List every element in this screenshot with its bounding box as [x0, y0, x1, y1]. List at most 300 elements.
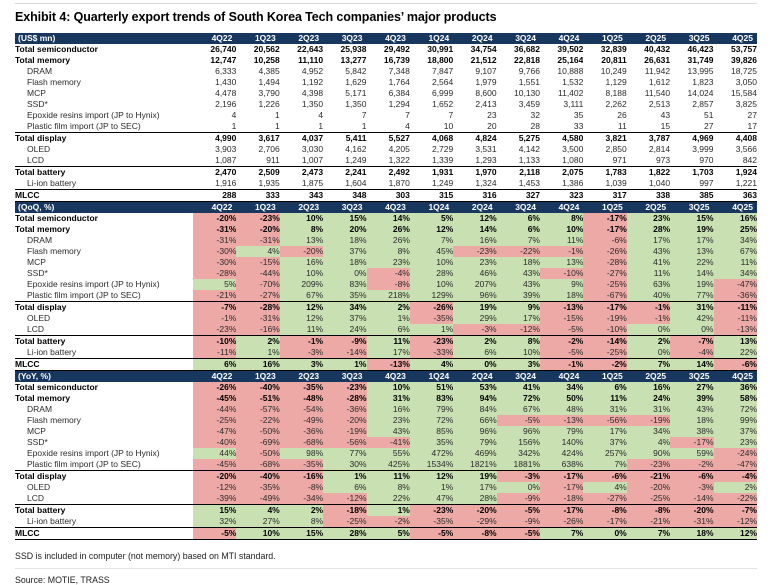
- cell-value: 11%: [627, 268, 670, 279]
- cell-value: -23%: [193, 324, 236, 336]
- cell-value: 1,324: [475, 178, 497, 188]
- cell-value: 4,398: [301, 88, 324, 98]
- cell-value: -20%: [323, 415, 366, 426]
- cell-value: 3%: [497, 359, 540, 371]
- cell-value: 1,192: [301, 77, 324, 87]
- table-row: [15, 246, 757, 257]
- cell-value: 14%: [670, 268, 713, 279]
- cell-value: 4,952: [301, 66, 324, 76]
- cell-value: 1,294: [388, 99, 410, 109]
- section-header-label: (QoQ, %): [15, 202, 193, 214]
- cell-value: 1,453: [518, 178, 540, 188]
- cell-value: -30%: [193, 246, 236, 257]
- cell-value: -19%: [583, 313, 626, 324]
- cell-value: 34%: [627, 426, 670, 437]
- cell-value: -8%: [367, 279, 410, 290]
- row-label: Epoxide resins import (JP to Hynix): [27, 448, 160, 458]
- cell-value: 1,924: [714, 167, 758, 179]
- cell-value: -57%: [236, 404, 279, 415]
- cell-value: 1%: [323, 359, 366, 371]
- cell-value: 5,842: [345, 66, 367, 76]
- cell-value: 4,205: [388, 144, 410, 154]
- cell-value: 3,821: [583, 133, 626, 145]
- cell-value: 16%: [236, 359, 279, 371]
- cell-value: 333: [236, 190, 279, 202]
- cell-value: 17%: [670, 235, 713, 246]
- cell-value: -31%: [193, 235, 236, 246]
- cell-value: -19%: [627, 415, 670, 426]
- cell-value: 4%: [627, 437, 670, 448]
- cell-value: 1%: [236, 347, 279, 359]
- cell-value: 34,754: [470, 44, 497, 54]
- cell-value: 1: [361, 121, 367, 131]
- table-row: [15, 121, 757, 133]
- cell-value: 34%: [714, 235, 758, 246]
- cell-value: 22,643: [297, 44, 324, 54]
- cell-value: 12%: [410, 224, 453, 235]
- cell-value: -23%: [627, 459, 670, 471]
- row-label: MCP: [27, 88, 46, 98]
- cell-value: -17%: [583, 224, 626, 235]
- cell-value: 35: [573, 110, 584, 120]
- cell-value: 25%: [714, 224, 758, 235]
- cell-value: 3,903: [215, 144, 237, 154]
- cell-value: 4,162: [345, 144, 367, 154]
- row-label: Total display: [15, 133, 193, 145]
- cell-value: 1,931: [410, 167, 453, 179]
- cell-value: 31%: [583, 404, 626, 415]
- cell-value: -6%: [670, 471, 713, 483]
- cell-value: 9,107: [475, 66, 497, 76]
- cell-value: 5%: [193, 279, 236, 290]
- table-row: [15, 528, 757, 540]
- cell-value: 35%: [323, 290, 366, 302]
- cell-value: -3%: [497, 471, 540, 483]
- cell-value: 11%: [583, 393, 626, 404]
- section-header-row: [15, 202, 757, 214]
- row-label: MCP: [27, 426, 46, 436]
- cell-value: 8,188: [605, 88, 627, 98]
- cell-value: 1,007: [301, 155, 324, 165]
- cell-value: -48%: [280, 393, 323, 404]
- cell-value: 1,386: [562, 178, 584, 188]
- cell-value: -17%: [583, 213, 626, 224]
- row-label: Total battery: [15, 167, 193, 179]
- cell-value: 11,402: [558, 88, 584, 98]
- cell-value: 1,764: [388, 77, 410, 87]
- cell-value: 997: [699, 178, 714, 188]
- cell-value: 90%: [627, 448, 670, 459]
- cell-value: 1,293: [475, 155, 497, 165]
- cell-value: 6%: [193, 359, 236, 371]
- cell-value: 37%: [714, 426, 758, 437]
- cell-value: -47%: [714, 279, 758, 290]
- table-row: [15, 448, 757, 459]
- cell-value: -5%: [193, 528, 236, 540]
- cell-value: 47%: [410, 493, 453, 505]
- cell-value: 30,991: [427, 44, 454, 54]
- cell-value: 22%: [670, 257, 713, 268]
- quarter-column-header: 3Q24: [497, 33, 540, 44]
- cell-value: 14%: [453, 224, 496, 235]
- table-row: [15, 279, 757, 290]
- cell-value: 343: [280, 190, 323, 202]
- row-label: LCD: [27, 324, 45, 334]
- cell-value: 1,080: [562, 155, 584, 165]
- cell-value: -36%: [714, 290, 758, 302]
- cell-value: 15%: [280, 528, 323, 540]
- cell-value: 15,584: [731, 88, 757, 98]
- cell-value: -28%: [583, 257, 626, 268]
- row-label: OLED: [27, 482, 51, 492]
- cell-value: -20%: [193, 213, 236, 224]
- cell-value: 3%: [280, 359, 323, 371]
- cell-value: 27%: [670, 382, 713, 393]
- quarter-column-header: 4Q25: [714, 371, 758, 383]
- cell-value: 12%: [280, 313, 323, 324]
- cell-value: 7%: [497, 235, 540, 246]
- cell-value: 8%: [280, 224, 323, 235]
- cell-value: -23%: [410, 505, 453, 517]
- cell-value: 43%: [497, 279, 540, 290]
- quarter-column-header: 3Q23: [323, 371, 366, 383]
- cell-value: 1,970: [453, 167, 496, 179]
- cell-value: 67%: [497, 404, 540, 415]
- cell-value: 10%: [497, 347, 540, 359]
- cell-value: -17%: [670, 437, 713, 448]
- table-row: [15, 516, 757, 528]
- cell-value: -18%: [323, 505, 366, 517]
- cell-value: -5%: [497, 415, 540, 426]
- cell-value: -14%: [583, 336, 626, 348]
- cell-value: 4,385: [258, 66, 280, 76]
- cell-value: 3,030: [301, 144, 324, 154]
- row-label: LCD: [27, 493, 45, 503]
- cell-value: 156%: [497, 437, 540, 448]
- cell-value: 13,995: [687, 66, 714, 76]
- cell-value: 288: [193, 190, 236, 202]
- row-label: MLCC: [15, 528, 193, 540]
- cell-value: -36%: [280, 426, 323, 437]
- cell-value: 6,333: [215, 66, 237, 76]
- cell-value: 3,566: [735, 144, 757, 154]
- table-row: [15, 155, 757, 167]
- cell-value: -7%: [193, 302, 236, 314]
- cell-value: 4,037: [280, 133, 323, 145]
- cell-value: 40,432: [644, 44, 671, 54]
- cell-value: 1%: [367, 313, 410, 324]
- cell-value: -35%: [280, 459, 323, 471]
- cell-value: -2%: [670, 459, 713, 471]
- cell-value: -31%: [193, 224, 236, 235]
- cell-value: 3,050: [735, 77, 757, 87]
- cell-value: 1: [231, 121, 237, 131]
- cell-value: 2,241: [323, 167, 366, 179]
- cell-value: 2,118: [497, 167, 540, 179]
- cell-value: 98%: [280, 448, 323, 459]
- cell-value: 257%: [583, 448, 626, 459]
- cell-value: 50%: [540, 393, 583, 404]
- cell-value: 28: [530, 121, 540, 131]
- cell-value: 6%: [367, 324, 410, 336]
- cell-value: 17%: [453, 482, 496, 493]
- ssd-footnote: SSD is included in computer (not memory) based on MTI standard.: [15, 551, 276, 561]
- row-label: Flash memory: [27, 246, 81, 256]
- cell-value: 1,226: [258, 99, 280, 109]
- cell-value: 3,617: [236, 133, 279, 145]
- cell-value: 11%: [280, 324, 323, 336]
- cell-value: -8%: [280, 482, 323, 493]
- cell-value: 67%: [280, 290, 323, 302]
- table-row: [15, 99, 757, 110]
- cell-value: 16%: [714, 213, 758, 224]
- cell-value: 18%: [540, 290, 583, 302]
- cell-value: -17%: [540, 471, 583, 483]
- cell-value: 973: [655, 155, 671, 165]
- cell-value: 2,470: [193, 167, 236, 179]
- cell-value: 11,540: [644, 88, 671, 98]
- cell-value: 2,513: [648, 99, 671, 109]
- cell-value: 1881%: [497, 459, 540, 471]
- cell-value: 31%: [627, 404, 670, 415]
- quarter-column-header: 4Q22: [193, 371, 236, 383]
- cell-value: 44%: [193, 448, 236, 459]
- cell-value: 3,500: [562, 144, 584, 154]
- row-label: DRAM: [27, 404, 53, 414]
- cell-value: 11: [617, 121, 627, 131]
- cell-value: -13%: [540, 415, 583, 426]
- cell-value: 34%: [323, 302, 366, 314]
- cell-value: 8%: [367, 482, 410, 493]
- cell-value: 7: [405, 110, 410, 120]
- cell-value: -22%: [497, 246, 540, 257]
- cell-value: 10: [443, 121, 454, 131]
- cell-value: -49%: [280, 415, 323, 426]
- quarter-column-header: 4Q24: [540, 371, 583, 383]
- cell-value: 27%: [236, 516, 279, 528]
- cell-value: 6,384: [388, 88, 410, 98]
- cell-value: 1,783: [583, 167, 626, 179]
- cell-value: 26%: [367, 224, 410, 235]
- cell-value: 31,749: [687, 55, 714, 65]
- quarter-column-header: 3Q24: [497, 371, 540, 383]
- cell-value: -9%: [323, 336, 366, 348]
- table-row: [15, 290, 757, 302]
- section-header-row: [15, 33, 757, 44]
- cell-value: 1: [275, 110, 280, 120]
- cell-value: 3,787: [627, 133, 670, 145]
- cell-value: 7,847: [431, 66, 454, 76]
- cell-value: 303: [367, 190, 410, 202]
- table-row: [15, 178, 757, 190]
- cell-value: 16%: [280, 257, 323, 268]
- cell-value: 10,249: [600, 66, 627, 76]
- cell-value: 3,825: [735, 99, 757, 109]
- cell-value: 28%: [410, 268, 453, 279]
- cell-value: 15: [660, 121, 671, 131]
- cell-value: -8%: [627, 505, 670, 517]
- cell-value: -45%: [193, 393, 236, 404]
- cell-value: 22,818: [514, 55, 540, 65]
- cell-value: -41%: [367, 437, 410, 448]
- cell-value: 129%: [410, 290, 453, 302]
- quarter-column-header: 4Q24: [540, 33, 583, 44]
- cell-value: 0%: [627, 324, 670, 336]
- cell-value: 23: [487, 110, 497, 120]
- cell-value: 5,527: [367, 133, 410, 145]
- cell-value: 7: [448, 110, 454, 120]
- cell-value: 1,039: [605, 178, 627, 188]
- cell-value: -20%: [193, 471, 236, 483]
- row-label: DRAM: [27, 66, 53, 76]
- cell-value: 77%: [670, 290, 713, 302]
- cell-value: 23%: [627, 213, 670, 224]
- cell-value: 8%: [540, 213, 583, 224]
- cell-value: 35%: [410, 437, 453, 448]
- cell-value: 30%: [323, 459, 366, 471]
- row-label: Total battery: [15, 336, 193, 348]
- cell-value: 0%: [453, 359, 496, 371]
- cell-value: 15%: [670, 213, 713, 224]
- cell-value: 10%: [280, 268, 323, 279]
- exhibit-table: [15, 33, 757, 540]
- cell-value: -22%: [714, 493, 758, 505]
- cell-value: -45%: [193, 459, 236, 471]
- cell-value: 6%: [583, 382, 626, 393]
- cell-value: -28%: [323, 393, 366, 404]
- table-row: [15, 77, 757, 88]
- quarter-column-header: 3Q25: [670, 33, 713, 44]
- quarter-column-header: 3Q23: [323, 33, 366, 44]
- cell-value: -27%: [236, 290, 279, 302]
- cell-value: 1,916: [215, 178, 237, 188]
- cell-value: 18%: [497, 257, 540, 268]
- cell-value: 15%: [193, 505, 236, 517]
- cell-value: -5%: [540, 324, 583, 336]
- row-label: Plastic film import (JP to SEC): [27, 290, 141, 300]
- cell-value: 20,811: [601, 55, 627, 65]
- cell-value: 6%: [497, 224, 540, 235]
- cell-value: 18%: [323, 235, 366, 246]
- cell-value: 36,682: [514, 44, 540, 54]
- cell-value: 2,850: [605, 144, 627, 154]
- cell-value: 4,824: [453, 133, 496, 145]
- cell-value: 4,478: [215, 88, 237, 98]
- cell-value: -21%: [627, 516, 670, 528]
- row-label: SSD*: [27, 268, 48, 278]
- quarter-column-header: 4Q22: [193, 202, 236, 214]
- cell-value: 2,564: [431, 77, 454, 87]
- cell-value: 53,757: [731, 44, 757, 54]
- cell-value: -21%: [193, 290, 236, 302]
- row-label: Li-ion battery: [27, 178, 77, 188]
- cell-value: -11%: [193, 347, 236, 359]
- cell-value: 22%: [714, 347, 758, 359]
- cell-value: 34%: [540, 382, 583, 393]
- cell-value: 42%: [670, 313, 713, 324]
- cell-value: -5%: [410, 528, 453, 540]
- cell-value: -1%: [280, 336, 323, 348]
- cell-value: 59%: [670, 448, 713, 459]
- cell-value: 472%: [410, 448, 453, 459]
- cell-value: 26,631: [644, 55, 671, 65]
- cell-value: 96%: [497, 426, 540, 437]
- cell-value: -10%: [193, 336, 236, 348]
- cell-value: -69%: [236, 437, 279, 448]
- cell-value: -67%: [583, 290, 626, 302]
- cell-value: 11%: [540, 235, 583, 246]
- cell-value: -15%: [236, 257, 279, 268]
- cell-value: 1,350: [345, 99, 367, 109]
- table-row: [15, 213, 757, 224]
- cell-value: -26%: [540, 516, 583, 528]
- table-row: [15, 426, 757, 437]
- section-header-label: (YoY, %): [15, 371, 193, 383]
- cell-value: -36%: [323, 404, 366, 415]
- cell-value: 338: [627, 190, 670, 202]
- cell-value: -1%: [540, 246, 583, 257]
- quarter-column-header: 1Q25: [583, 33, 626, 44]
- row-label: Flash memory: [27, 77, 81, 87]
- cell-value: -40%: [236, 471, 279, 483]
- quarter-column-header: 2Q23: [280, 371, 323, 383]
- cell-value: 1%: [367, 505, 410, 517]
- cell-value: 16%: [367, 404, 410, 415]
- cell-value: 41%: [627, 257, 670, 268]
- quarter-column-header: 2Q24: [453, 371, 496, 383]
- quarter-column-header: 2Q24: [453, 202, 496, 214]
- cell-value: 12%: [410, 471, 453, 483]
- top-divider: [15, 3, 757, 4]
- cell-value: 1,249: [431, 178, 454, 188]
- table-row: [15, 359, 757, 371]
- cell-value: 48%: [540, 404, 583, 415]
- quarter-column-header: 4Q23: [367, 202, 410, 214]
- cell-value: 2,473: [280, 167, 323, 179]
- cell-value: -12%: [193, 482, 236, 493]
- cell-value: 323: [540, 190, 583, 202]
- cell-value: 1534%: [410, 459, 453, 471]
- cell-value: 17%: [497, 313, 540, 324]
- cell-value: 1,612: [648, 77, 671, 87]
- source-line: Source: MOTIE, TRASS: [15, 575, 110, 585]
- cell-value: -1%: [627, 313, 670, 324]
- cell-value: 39%: [497, 290, 540, 302]
- cell-value: 17%: [367, 347, 410, 359]
- cell-value: 4,068: [410, 133, 453, 145]
- cell-value: 12%: [714, 528, 758, 540]
- cell-value: 1: [318, 121, 324, 131]
- row-label: OLED: [27, 313, 51, 323]
- cell-value: 29%: [453, 313, 496, 324]
- cell-value: 77%: [323, 448, 366, 459]
- row-label: Epoxide resins import (JP to Hynix): [27, 279, 160, 289]
- cell-value: -7%: [670, 336, 713, 348]
- cell-value: 4: [318, 110, 324, 120]
- cell-value: 26,740: [210, 44, 237, 54]
- cell-value: 315: [410, 190, 453, 202]
- row-label: Plastic film import (JP to SEC): [27, 121, 141, 131]
- cell-value: -3%: [453, 324, 496, 336]
- cell-value: 2,706: [258, 144, 280, 154]
- cell-value: 11%: [714, 257, 758, 268]
- cell-value: 4%: [236, 246, 279, 257]
- cell-value: 26%: [367, 235, 410, 246]
- cell-value: -4%: [714, 471, 758, 483]
- cell-value: 5,275: [497, 133, 540, 145]
- cell-value: -2%: [583, 359, 626, 371]
- row-label: Flash memory: [27, 415, 81, 425]
